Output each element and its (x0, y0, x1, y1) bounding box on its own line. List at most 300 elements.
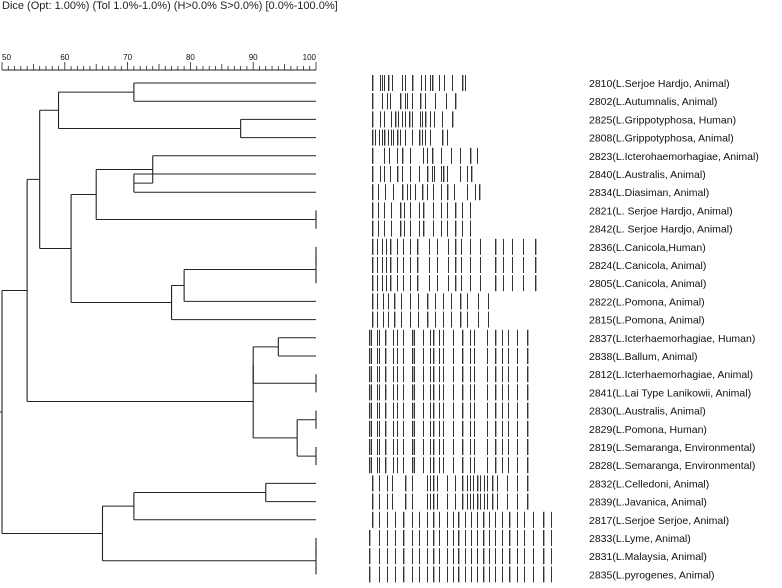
gel-band (444, 75, 445, 91)
gel-band (425, 93, 426, 109)
gel-band (535, 257, 536, 273)
gel-band (471, 166, 472, 182)
gel-band (509, 548, 510, 564)
gel-band (375, 130, 376, 146)
gel-band (495, 530, 496, 546)
leaf-label: 2829(L.Pomona, Human) (589, 423, 707, 436)
band-profile-row (372, 257, 536, 273)
gel-band (384, 148, 385, 164)
gel-band (435, 312, 436, 328)
gel-band (495, 384, 496, 400)
gel-band (477, 148, 478, 164)
gel-band (451, 312, 452, 328)
gel-band (412, 75, 413, 91)
gel-band (403, 421, 404, 437)
gel-band (378, 202, 379, 218)
gel-band (369, 348, 370, 364)
gel-band (451, 148, 452, 164)
gel-band (390, 257, 391, 273)
gel-band (427, 475, 428, 491)
gel-band (389, 148, 390, 164)
gel-band (433, 221, 434, 237)
gel-band (433, 475, 434, 491)
gel-band (517, 548, 518, 564)
gel-band (477, 512, 478, 528)
gel-band (527, 439, 528, 455)
gel-band (372, 312, 373, 328)
gel-band (372, 221, 373, 237)
gel-band (371, 421, 372, 437)
gel-band (465, 512, 466, 528)
gel-band (487, 475, 488, 491)
gel-band (393, 457, 394, 473)
band-profile-row (369, 348, 528, 364)
leaf-label: 2824(L.Canicola, Animal) (589, 260, 707, 272)
gel-band (429, 275, 430, 291)
gel-band (465, 566, 466, 582)
gel-band (371, 384, 372, 400)
gel-band (379, 330, 380, 346)
gel-band (427, 293, 428, 309)
gel-band (447, 475, 448, 491)
gel-band (427, 530, 428, 546)
gel-band (423, 221, 424, 237)
gel-band (421, 75, 422, 91)
gel-band (477, 566, 478, 582)
gel-band (460, 312, 461, 328)
gel-band (400, 221, 401, 237)
gel-band (382, 75, 383, 91)
gel-band (443, 439, 444, 455)
gel-band (480, 275, 481, 291)
gel-band (462, 348, 463, 364)
gel-band (453, 530, 454, 546)
gel-band (439, 439, 440, 455)
gel-band (502, 421, 503, 437)
gel-band (517, 330, 518, 346)
gel-band (442, 111, 443, 127)
axis-tick-label: 80 (185, 53, 195, 62)
gel-band (382, 93, 383, 109)
gel-band (405, 494, 406, 510)
gel-band (403, 366, 404, 382)
gel-band (447, 221, 448, 237)
gel-band (437, 475, 438, 491)
gel-band (517, 348, 518, 364)
band-profile-row (369, 366, 528, 382)
gel-band (419, 166, 420, 182)
gel-band (379, 348, 380, 364)
gel-band (412, 366, 413, 382)
leaf-label: 2835(L.pyrogenes, Animal) (589, 569, 715, 582)
gel-band (517, 384, 518, 400)
gel-band (410, 184, 411, 200)
gel-band (495, 239, 496, 255)
gel-band (437, 239, 438, 255)
gel-band (420, 93, 421, 109)
gel-band (369, 439, 370, 455)
gel-band (397, 403, 398, 419)
band-profile-row (369, 421, 528, 437)
gel-band (397, 257, 398, 273)
gel-band (423, 384, 424, 400)
gel-band (393, 384, 394, 400)
gel-band (425, 111, 426, 127)
gel-band (398, 111, 399, 127)
gel-band (443, 293, 444, 309)
band-profile-row (372, 93, 456, 109)
gel-band (495, 348, 496, 364)
axis-tick-label: 70 (123, 53, 133, 62)
gel-band (433, 494, 434, 510)
gel-band (451, 293, 452, 309)
gel-band (454, 184, 455, 200)
gel-band (385, 457, 386, 473)
gel-band (372, 275, 373, 291)
gel-band (535, 275, 536, 291)
gel-band (403, 530, 404, 546)
gel-band (395, 512, 396, 528)
gel-band (372, 257, 373, 273)
gel-band (390, 166, 391, 182)
gel-band (470, 202, 471, 218)
gel-band (533, 530, 534, 546)
gel-band (369, 457, 370, 473)
gel-band (441, 166, 442, 182)
band-profile-row (369, 548, 552, 564)
gel-band (467, 475, 468, 491)
leaf-label: 2822(L.Pomona, Animal) (589, 296, 705, 309)
gel-band (417, 239, 418, 255)
gel-band (433, 202, 434, 218)
gel-band (462, 221, 463, 237)
gel-band (397, 130, 398, 146)
gel-band (412, 348, 413, 364)
gel-band (433, 403, 434, 419)
gel-band (410, 257, 411, 273)
gel-band (392, 494, 393, 510)
gel-band (423, 348, 424, 364)
band-profile-row (369, 330, 528, 346)
gel-band (410, 239, 411, 255)
gel-band (461, 275, 462, 291)
gel-band (402, 111, 403, 127)
gel-band (467, 184, 468, 200)
gel-band (524, 548, 525, 564)
gel-band (453, 384, 454, 400)
gel-band (489, 566, 490, 582)
gel-band (484, 475, 485, 491)
gel-band (412, 475, 413, 491)
gel-band (385, 184, 386, 200)
gel-band (453, 566, 454, 582)
gel-band (405, 93, 406, 109)
gel-band (430, 384, 431, 400)
gel-band (393, 130, 394, 146)
gel-band (543, 512, 544, 528)
gel-band (455, 475, 456, 491)
gel-band (430, 130, 431, 146)
gel-band (439, 421, 440, 437)
gel-band (427, 148, 428, 164)
gel-band (460, 166, 461, 182)
gel-band (382, 257, 383, 273)
gel-band (487, 330, 488, 346)
gel-band (487, 439, 488, 455)
leaf-label: 2808(L.Grippotyphosa, Animal) (589, 132, 734, 145)
gel-band (433, 366, 434, 382)
gel-band (379, 439, 380, 455)
gel-band (403, 348, 404, 364)
gel-band (403, 239, 404, 255)
gel-band (462, 494, 463, 510)
gel-band (443, 457, 444, 473)
gel-band (405, 111, 406, 127)
gel-band (470, 494, 471, 510)
gel-band (400, 202, 401, 218)
gel-band (371, 366, 372, 382)
gel-band (403, 257, 404, 273)
gel-band (471, 530, 472, 546)
gel-band (427, 494, 428, 510)
gel-band (405, 75, 406, 91)
gel-band (419, 530, 420, 546)
gel-band (372, 111, 373, 127)
gel-band (372, 75, 373, 91)
dendrogram-tree (0, 83, 316, 574)
gel-band (371, 439, 372, 455)
gel-band (395, 548, 396, 564)
gel-band (495, 330, 496, 346)
gel-band (423, 457, 424, 473)
gel-band (430, 421, 431, 437)
gel-band (387, 530, 388, 546)
gel-band (517, 439, 518, 455)
gel-band (387, 548, 388, 564)
gel-band (495, 257, 496, 273)
gel-band (433, 384, 434, 400)
gel-band (439, 366, 440, 382)
gel-band (433, 566, 434, 582)
gel-band (412, 403, 413, 419)
gel-band (447, 566, 448, 582)
gel-band (412, 530, 413, 546)
gel-band (372, 166, 373, 182)
gel-band (443, 421, 444, 437)
gel-band (467, 293, 468, 309)
gel-band (517, 457, 518, 473)
gel-band (400, 130, 401, 146)
gel-band (377, 239, 378, 255)
gel-band (439, 566, 440, 582)
leaf-label: 2832(L.Celledoni, Animal) (589, 478, 710, 491)
gel-band (458, 512, 459, 528)
leaf-label: 2802(L.Autumnalis, Animal) (589, 96, 718, 109)
gel-band (473, 475, 474, 491)
gel-band (372, 184, 373, 200)
gel-band (402, 166, 403, 182)
gel-band (470, 403, 471, 419)
band-profile-row (369, 384, 528, 400)
gel-band (462, 439, 463, 455)
gel-band (414, 457, 415, 473)
gel-band (383, 293, 384, 309)
gel-band (409, 111, 410, 127)
band-profile-row (372, 512, 552, 528)
gel-band (502, 548, 503, 564)
gel-band (386, 275, 387, 291)
leaf-label: 2833(L.Lyme, Animal) (589, 533, 691, 545)
gel-band (392, 75, 393, 91)
gel-band (495, 439, 496, 455)
leaf-label: 2817(L.Serjoe Serjoe, Animal) (589, 514, 730, 527)
gel-band (455, 221, 456, 237)
gel-band (453, 330, 454, 346)
gel-band (377, 257, 378, 273)
gel-band (414, 330, 415, 346)
gel-band (470, 148, 471, 164)
gel-band (414, 366, 415, 382)
gel-band (471, 566, 472, 582)
gel-band (527, 421, 528, 437)
gel-band (383, 312, 384, 328)
gel-band (432, 148, 433, 164)
gel-band (495, 566, 496, 582)
gel-band (379, 494, 380, 510)
gel-band (372, 239, 373, 255)
gel-band (410, 221, 411, 237)
gel-band (394, 312, 395, 328)
gel-band (455, 275, 456, 291)
gel-band (379, 548, 380, 564)
gel-band (422, 130, 423, 146)
gel-band (412, 439, 413, 455)
gel-band (425, 75, 426, 91)
gel-band (430, 75, 431, 91)
gel-band (380, 75, 381, 91)
gel-band (422, 111, 423, 127)
gel-band (369, 403, 370, 419)
gel-band (433, 330, 434, 346)
gel-band (393, 421, 394, 437)
band-profile-row (372, 202, 471, 218)
gel-band (430, 457, 431, 473)
gel-band (474, 348, 475, 364)
band-profile-row (372, 130, 448, 146)
gel-band (397, 166, 398, 182)
gel-band (462, 75, 463, 91)
gel-band (517, 512, 518, 528)
gel-band (390, 93, 391, 109)
gel-band (377, 293, 378, 309)
band-profile-row (372, 111, 453, 127)
band-profile-row (369, 439, 528, 455)
gel-band (403, 403, 404, 419)
gel-band (487, 384, 488, 400)
gel-band (446, 93, 447, 109)
gel-band (414, 439, 415, 455)
gel-band (369, 421, 370, 437)
gel-band (460, 293, 461, 309)
leaf-label: 2842(L. Serjoe Hardjo, Animal) (589, 223, 733, 236)
gel-band (385, 348, 386, 364)
gel-band (435, 293, 436, 309)
gel-band (385, 330, 386, 346)
gel-band (379, 366, 380, 382)
gel-band (397, 239, 398, 255)
gel-band (495, 512, 496, 528)
gel-band (418, 293, 419, 309)
leaf-label: 2825(L.Grippotyphosa, Human) (589, 114, 737, 127)
gel-band (403, 439, 404, 455)
gel-band (527, 494, 528, 510)
gel-band (435, 93, 436, 109)
gel-band (377, 312, 378, 328)
gel-band (412, 330, 413, 346)
gel-band (380, 166, 381, 182)
gel-band (391, 221, 392, 237)
gel-band (512, 239, 513, 255)
axis-tick-label: 50 (2, 53, 11, 62)
gel-band (387, 475, 388, 491)
gel-band (488, 293, 489, 309)
gel-band (403, 548, 404, 564)
gel-band (397, 421, 398, 437)
gel-band (434, 166, 435, 182)
leaf-label: 2838(L.Ballum, Animal) (589, 351, 698, 363)
gel-band (395, 111, 396, 127)
gel-band (527, 348, 528, 364)
leaf-label: 2830(L.Australis, Animal) (589, 405, 706, 418)
gel-band (427, 312, 428, 328)
gel-band (502, 566, 503, 582)
gel-band (551, 512, 552, 528)
gel-band (471, 548, 472, 564)
gel-band (385, 421, 386, 437)
gel-band (427, 566, 428, 582)
gel-band (495, 366, 496, 382)
gel-band (462, 366, 463, 382)
gel-band (432, 166, 433, 182)
gel-band (419, 512, 420, 528)
gel-band (462, 330, 463, 346)
gel-band (483, 530, 484, 546)
gel-band (397, 366, 398, 382)
gel-band (508, 457, 509, 473)
gel-band (473, 494, 474, 510)
gel-band (517, 566, 518, 582)
gel-band (379, 475, 380, 491)
gel-band (380, 111, 381, 127)
gel-band (470, 439, 471, 455)
gel-band (533, 548, 534, 564)
gel-band (419, 221, 420, 237)
gel-band (551, 530, 552, 546)
band-profile-row (372, 148, 478, 164)
gel-band (423, 421, 424, 437)
gel-band (502, 439, 503, 455)
gel-band (405, 130, 406, 146)
gel-band (467, 166, 468, 182)
gel-band (543, 530, 544, 546)
gel-band (551, 548, 552, 564)
gel-band (470, 275, 471, 291)
gel-band (378, 184, 379, 200)
gel-band (430, 439, 431, 455)
gel-band (507, 475, 508, 491)
gel-band (437, 494, 438, 510)
gel-band (430, 330, 431, 346)
